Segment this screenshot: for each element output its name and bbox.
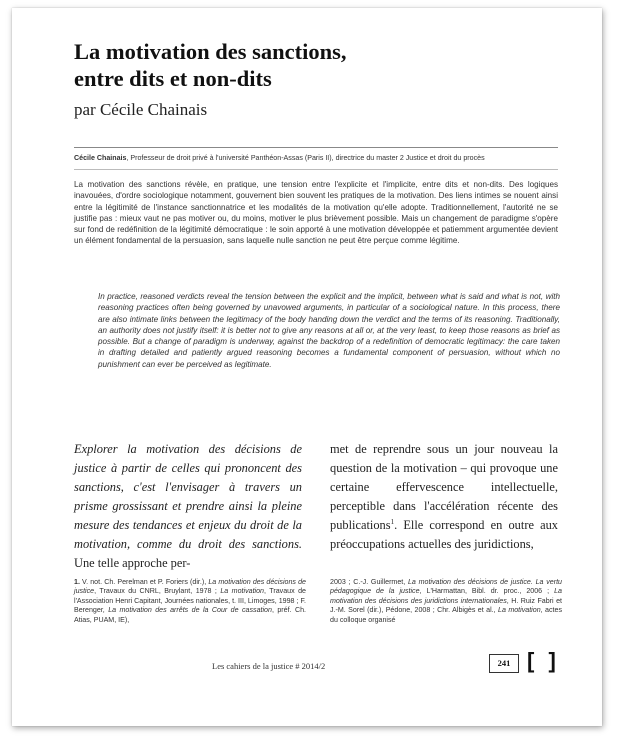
journal-page — [12, 8, 602, 726]
body-column-left — [74, 440, 302, 573]
author-description: , Professeur de droit privé à l'université Panthéon-Assas (Paris II), directrice du master 2 Justice et droit du procès — [126, 154, 485, 162]
author-name: Cécile Chainais — [74, 154, 127, 162]
footnote-ref[interactable]: 1 — [390, 518, 395, 526]
footnote-text: 2003 ; C.-J. Guillermet, — [330, 578, 408, 586]
body-text: met de reprendre sous un jour nouveau la question de la motivation – qui provoque une certaine effervescence intellectuelle, perceptible dans l'accélération récente des publications — [330, 442, 558, 532]
footnote-text: , préf. Ch. Atias, PUAM, IE), — [74, 606, 306, 624]
divider — [74, 147, 558, 148]
page-number-box: 241 — [489, 654, 519, 673]
bracket-mark: [ ] — [527, 648, 560, 673]
journal-footer: Les cahiers de la justice # 2014/2 — [212, 661, 326, 671]
footnote-text: , actes du colloque organisé — [330, 606, 562, 624]
body-text-after: . Elle correspond en outre aux préoccupations actuelles des juridictions, — [330, 518, 558, 551]
footnote-text: V. not. Ch. Perelman et P. Foriers (dir.), — [79, 578, 209, 586]
body-intro-roman: Une telle approche per- — [74, 556, 191, 570]
footnote-left — [74, 578, 306, 625]
footnote-citation: La motivation des décisions de justice — [74, 578, 306, 596]
footnote-text: , H. Ruiz Fabri et J.-M. Sorel (dir.), Pédone, 2008 ; Chr. Albigès et al., — [330, 596, 562, 615]
footnote-citation: La motivation — [498, 606, 541, 615]
footnote-text: , L'Harmattan, Bibl. dr. proc., 2006 ; — [419, 587, 555, 596]
footnote-right — [330, 578, 562, 625]
footnote-citation: La motivation des décisions des juridictions internationales — [330, 587, 562, 605]
article-title-line-2: entre dits et non-dits — [74, 66, 272, 91]
article-byline: par Cécile Chainais — [74, 100, 208, 119]
abstract-french: La motivation des sanctions révèle, en pratique, une tension entre l'explicite et l'implicite, entre dits et non-dits. Des logiques inavouées, d'ordre sociologique notamment, gouvernent bien souvent les pratiques de la motivation. Des liens intimes se nouent ainsi entre la légitimité de l'instance sanctionnatrice et les modalités de la motivation qu'elle adopte. Traditionnellement, l'autorité ne se justifie pas : mieux vaut ne pas motiver ou, du moins, motiver le plus brièvement possible. Mais un changement de paradigme s'opère sur fond de redéfinition de la légitimité démocratique : le soin apporté à une motivation développée et patiemment argumentée devient un élément fondamental de la persuasion, sans laquelle nulle sanction ne peut être perçue comme légitime. — [74, 180, 558, 246]
author-note — [74, 154, 558, 163]
body-column-right — [330, 440, 558, 554]
divider — [74, 169, 558, 170]
body-intro-italic: Explorer la motivation des décisions de justice à partir de celles qui prononcent des sanctions, c'est l'envisager à travers un prisme grossissant et prendre ainsi la pleine mesure des tendances et enjeux du droit de la motivation, comme du droit des sanctions. — [74, 442, 302, 551]
footnote-text: , Travaux du CNRL, Bruylant, 1978 ; — [94, 587, 221, 596]
footnote-citation: La motivation des arrêts de la Cour de cassation — [108, 606, 272, 615]
footnote-citation: La motivation — [220, 587, 265, 596]
abstract-english: In practice, reasoned verdicts reveal the tension between the explicit and the implicit, between what is said and what is not, with reasoning practices often being governed by unavowed arguments, in particular of a sociological nature. In this process, there are also intimate links between the legitimacy of the body handing down the verdict and the terms of its reasoning. Traditionally, an authority does not justify itself: it is better not to give any reasons at all or, at the very least, to keep those reasons as brief as possible. But a change of paradigm is underway, against the backdrop of a redefinition of democratic legitimacy: the care taken in drafting detailed and patiently argued reasoning becomes a fundamental component of persuasion, without which no punishment can ever be perceived as legitimate. — [98, 292, 560, 369]
footnote-citation: La motivation des décisions de justice. La vertu pédagogique de la justice — [330, 578, 562, 596]
footnote-number: 1. — [74, 578, 80, 586]
footnote-text: , Travaux de l'Association Henri Capitant, Journées nationales, t. III, Limoges, 1998 ; F. Berenger, — [74, 587, 306, 615]
article-title-line-1: La motivation des sanctions, — [74, 39, 347, 64]
article-title — [74, 38, 554, 92]
